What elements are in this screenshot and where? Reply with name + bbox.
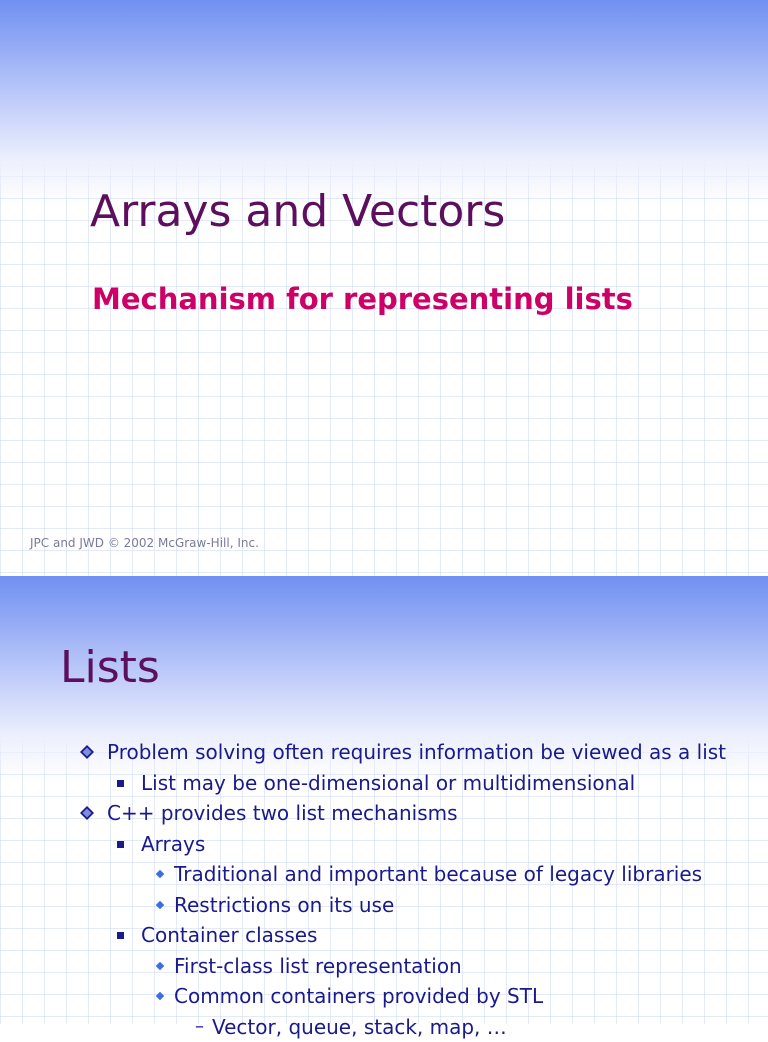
- small-diamond-bullet-icon: [157, 859, 165, 890]
- small-diamond-bullet-icon: [157, 981, 165, 1012]
- square-bullet-icon: [117, 768, 125, 799]
- bullet-item: [0, 920, 768, 951]
- lists-slide: [0, 576, 768, 1024]
- bullet-item: [0, 859, 768, 890]
- bullet-text: Common containers provided by STL: [174, 984, 543, 1008]
- small-diamond-bullet-icon: [157, 951, 165, 982]
- bullet-text: Arrays: [141, 832, 205, 856]
- dash-bullet-icon: [195, 1012, 203, 1042]
- slide-title: Arrays and Vectors: [90, 188, 505, 236]
- diamond-bullet-icon: [79, 798, 95, 829]
- bullet-item: [0, 737, 768, 768]
- bullet-text: Traditional and important because of legacy libraries: [174, 862, 702, 886]
- bullet-item: [0, 768, 768, 799]
- slide-title: Lists: [60, 644, 160, 692]
- copyright-footer: JPC and JWD © 2002 McGraw-Hill, Inc.: [30, 536, 259, 550]
- small-diamond-bullet-icon: [157, 890, 165, 921]
- diamond-bullet-icon: [79, 737, 95, 768]
- bullet-item: [0, 981, 768, 1012]
- bullet-text: Problem solving often requires information be viewed as a list: [107, 740, 726, 764]
- bullet-text: Vector, queue, stack, map, …: [212, 1015, 507, 1039]
- bullet-text: First-class list representation: [174, 954, 462, 978]
- bullet-list: [0, 737, 768, 1042]
- bullet-item: [0, 1012, 768, 1042]
- bullet-item: [0, 798, 768, 829]
- slide-subtitle: Mechanism for representing lists: [92, 284, 633, 316]
- bullet-text: List may be one-dimensional or multidimensional: [141, 771, 635, 795]
- bullet-item: [0, 890, 768, 921]
- bullet-text: C++ provides two list mechanisms: [107, 801, 458, 825]
- bullet-item: [0, 829, 768, 860]
- bullet-item: [0, 951, 768, 982]
- square-bullet-icon: [117, 829, 125, 860]
- square-bullet-icon: [117, 920, 125, 951]
- bullet-text: Container classes: [141, 923, 317, 947]
- bullet-text: Restrictions on its use: [174, 893, 394, 917]
